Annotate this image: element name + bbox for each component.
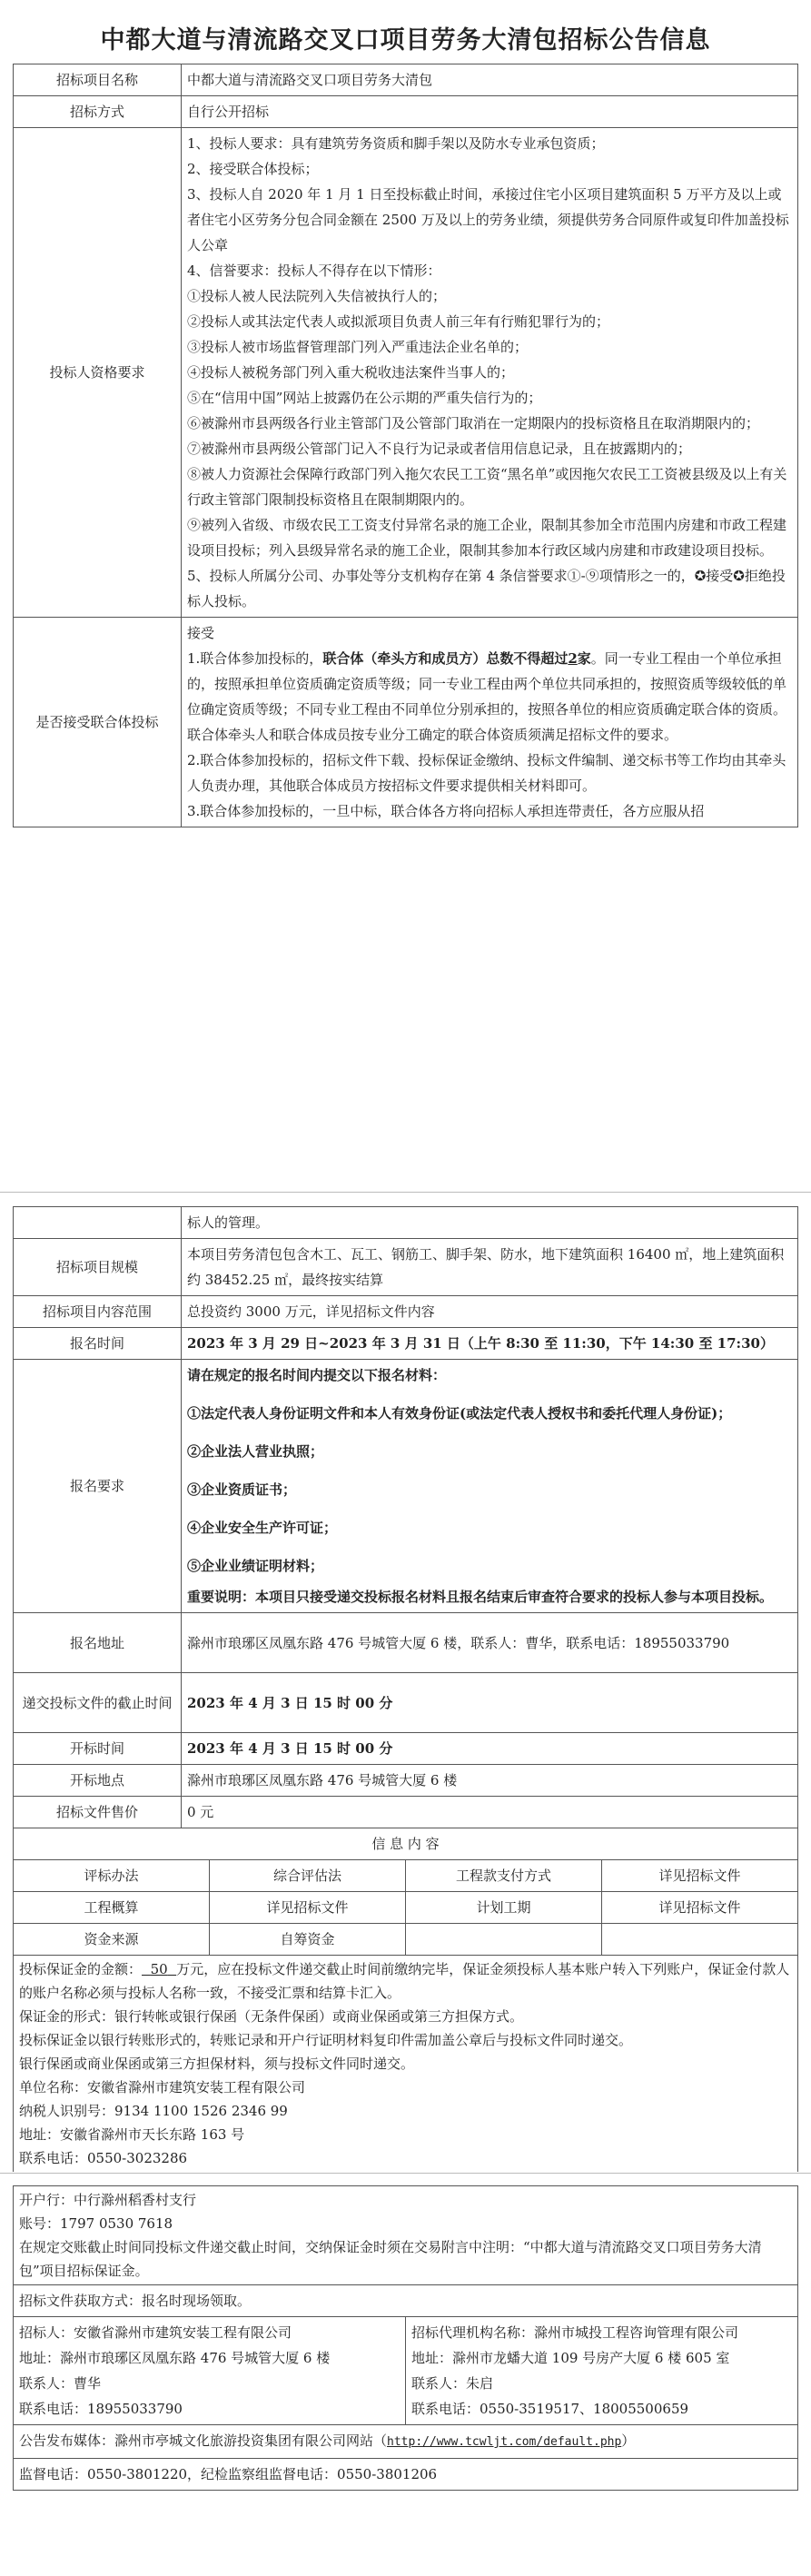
info-cell <box>406 1924 602 1956</box>
qualification-item: ⑤在“信用中国”网站上披露仍在公示期的严重失信行为的； <box>187 390 542 406</box>
page-2 <box>13 1206 798 2172</box>
consortium-para-3-cont: 标人的管理。 <box>182 1207 798 1239</box>
deposit-line: 投标保证金以银行转账形式的，转账记录和开户行证明材料复印件需加盖公章后与投标文件同时递交。 <box>19 2032 633 2048</box>
consortium-para-3: 3.联合体参加投标的，一旦中标，联合体各方将向招标人承担连带责任，各方应服从招 <box>187 803 705 819</box>
deposit-line: 在规定交账截止时间同投标文件递交截止时间，交纳保证金时须在交易附言中注明：“中都大道与清流路交叉口项目劳务大清包”项目招标保证金。 <box>19 2239 762 2279</box>
qualification-item: ⑦被滁州市县两级公管部门记入不良行为记录或者信用信息记录，且在披露期内的； <box>187 441 692 457</box>
project-name-value: 中都大道与清流路交叉口项目劳务大清包 <box>182 64 798 96</box>
qualification-item: ⑥被滁州市县两级各行业主管部门及公管部门取消在一定期限内的投标资格且在取消期限内的； <box>187 415 760 431</box>
tenderer-name: 招标人：安徽省滁州市建筑安装工程有限公司 <box>19 2324 292 2341</box>
announcement-table-2 <box>13 1206 798 1828</box>
consortium-para-2: 2.联合体参加投标的，招标文件下载、投标保证金缴纳、投标文件编制、递交标书等工作均由其牵头人负责办理，其他联合体成员方按招标文件要求提供相关材料即可。 <box>187 752 786 794</box>
qualification-label: 投标人资格要求 <box>14 128 182 618</box>
consortium-para-1: 1.联合体参加投标的，联合体（牵头方和成员方）总数不得超过2家。同一专业工程由一个单位承担的，按照承担单位资质确定资质等级；同一专业工程由两个单位共同承担的，按照资质等级较低的单位确定资质等级；不同专业工程由不同单位分别承担的，按照各单位的相应资质确定联合体的资质。联合体牵头人和联合体成员按专业分工确定的联合体资质须满足招标文件的要求。 <box>187 650 787 743</box>
qualification-item: 2、接受联合体投标； <box>187 161 319 177</box>
deposit-line: 账号：1797 0530 7618 <box>19 2215 173 2232</box>
tender-method-label: 招标方式 <box>14 96 182 128</box>
reg-req-intro: 请在规定的报名时间内提交以下报名材料： <box>187 1367 447 1383</box>
info-cell <box>602 1924 798 1956</box>
reg-time-value: 2023 年 3 月 29 日~2023 年 3 月 31 日（上午 8:30 至 11:30，下午 14:30 至 17:30） <box>182 1328 798 1360</box>
qualification-item: ①投标人被人民法院列入失信被执行人的； <box>187 288 447 304</box>
scope-label: 招标项目内容范围 <box>14 1296 182 1328</box>
tenderer-info <box>14 2317 406 2425</box>
qualification-item: ④投标人被税务部门列入重大税收违法案件当事人的； <box>187 364 515 381</box>
reg-req-item: ⑤企业业绩证明材料； <box>187 1558 324 1574</box>
reg-req-label: 报名要求 <box>14 1360 182 1613</box>
project-name-label: 招标项目名称 <box>14 64 182 96</box>
page-divider <box>0 1192 811 1193</box>
deposit-line: 地址：安徽省滁州市天长东路 163 号 <box>19 2126 245 2143</box>
info-header: 信 息 内 容 <box>14 1828 798 1860</box>
info-cell: 详见招标文件 <box>602 1860 798 1892</box>
consortium-label: 是否接受联合体投标 <box>14 618 182 827</box>
reg-req-item: ②企业法人营业执照； <box>187 1443 324 1460</box>
deposit-line: 银行保函或商业保函或第三方担保材料，须与投标文件同时递交。 <box>19 2056 415 2072</box>
tenderer-contact: 联系人：曹华 <box>19 2375 102 2392</box>
agent-name: 招标代理机构名称：滁州市城投工程咨询管理有限公司 <box>411 2324 739 2341</box>
qualification-value <box>182 128 798 618</box>
reg-req-item: ④企业安全生产许可证； <box>187 1520 338 1536</box>
info-cell: 自筹资金 <box>210 1924 406 1956</box>
page-title: 中都大道与清流路交叉口项目劳务大清包招标公告信息 <box>100 26 711 54</box>
info-cell: 工程概算 <box>14 1892 210 1924</box>
reg-addr-value: 滁州市琅琊区凤凰东路 476 号城管大厦 6 楼，联系人：曹华，联系电话：18955033790 <box>182 1613 798 1673</box>
info-cell: 评标办法 <box>14 1860 210 1892</box>
deadline-value: 2023 年 4 月 3 日 15 时 00 分 <box>182 1673 798 1733</box>
announcement-table-1 <box>13 64 798 827</box>
qualification-item: ⑨被列入省级、市级农民工工资支付异常名录的施工企业，限制其参加全市范围内房建和市政工程建设项目投标；列入县级异常名录的施工企业，限制其参加本行政区域内房建和市政建设项目投标。 <box>187 517 787 559</box>
info-cell: 工程款支付方式 <box>406 1860 602 1892</box>
qualification-item: 3、投标人自 2020 年 1 月 1 日至投标截止时间，承接过住宅小区项目建筑面积 5 万平方及以上或者住宅小区劳务分包合同金额在 2500 万及以上的劳务业绩，须提供劳务合同原件或复印件加盖投标人公章 <box>187 186 789 253</box>
deposit-block-cont <box>13 2185 798 2284</box>
agent-info <box>406 2317 798 2425</box>
reg-req-item: ①法定代表人身份证明文件和本人有效身份证(或法定代表人授权书和委托代理人身份证)； <box>187 1405 732 1422</box>
deposit-line: 保证金的形式：银行转帐或银行保函（无条件保函）或商业保函或第三方担保方式。 <box>19 2008 524 2025</box>
reg-req-item: ③企业资质证书； <box>187 1481 297 1498</box>
open-place-value: 滁州市琅琊区凤凰东路 476 号城管大厦 6 楼 <box>182 1765 798 1797</box>
announcement-table-3 <box>13 2284 798 2491</box>
scope-value: 总投资约 3000 万元，详见招标文件内容 <box>182 1296 798 1328</box>
doc-obtain: 招标文件获取方式：报名时现场领取。 <box>14 2285 798 2317</box>
qualification-item: ②投标人或其法定代表人或拟派项目负责人前三年有行贿犯罪行为的； <box>187 313 610 330</box>
deposit-amount: 投标保证金的金额： 50 万元，应在投标文件递交截止时间前缴纳完毕，保证金须投标人基本账户转入下列账户，保证金付款人的账户名称必须与投标人名称一致，不接受汇票和结算卡汇入。 <box>19 1961 790 2001</box>
tenderer-phone: 联系电话：18955033790 <box>19 2401 183 2417</box>
consortium-accept: 接受 <box>187 625 215 641</box>
deadline-label: 递交投标文件的截止时间 <box>14 1673 182 1733</box>
reg-req-value <box>182 1360 798 1613</box>
info-cell: 详见招标文件 <box>602 1892 798 1924</box>
deposit-line: 联系电话：0550-3023286 <box>19 2150 188 2166</box>
qualification-item: ⑧被人力资源社会保障行政部门列入拖欠农民工工资“黑名单”或因拖欠农民工工资被县级及以上有关行政主管部门限制投标资格且在限制期限内的。 <box>187 466 787 508</box>
reg-req-note: 重要说明：本项目只接受递交投标报名材料且报名结束后审查符合要求的投标人参与本项目投标。 <box>187 1589 774 1605</box>
agent-addr: 地址：滁州市龙蟠大道 109 号房产大厦 6 楼 605 室 <box>411 2350 730 2366</box>
publish-link[interactable]: http://www.tcwljt.com/default.php <box>387 2435 622 2449</box>
page-divider <box>0 2173 811 2174</box>
info-cell: 资金来源 <box>14 1924 210 1956</box>
reg-addr-label: 报名地址 <box>14 1613 182 1673</box>
scale-label: 招标项目规模 <box>14 1239 182 1296</box>
page-1 <box>13 64 798 827</box>
scale-value: 本项目劳务清包包含木工、瓦工、钢筋工、脚手架、防水，地下建筑面积 16400 ㎡，地上建筑面积约 38452.25 ㎡，最终按实结算 <box>182 1239 798 1296</box>
open-time-label: 开标时间 <box>14 1733 182 1765</box>
doc-price-value: 0 元 <box>182 1797 798 1828</box>
open-place-label: 开标地点 <box>14 1765 182 1797</box>
deposit-block <box>13 1956 798 2172</box>
publish-media: 公告发布媒体：滁州市亭城文化旅游投资集团有限公司网站（http://www.tcwljt.com/default.php） <box>14 2425 798 2459</box>
info-cell: 计划工期 <box>406 1892 602 1924</box>
deposit-line: 单位名称：安徽省滁州市建筑安装工程有限公司 <box>19 2079 306 2095</box>
open-time-value: 2023 年 4 月 3 日 15 时 00 分 <box>182 1733 798 1765</box>
consortium-value <box>182 618 798 827</box>
info-cell: 详见招标文件 <box>210 1892 406 1924</box>
tender-method-value: 自行公开招标 <box>182 96 798 128</box>
info-cell: 综合评估法 <box>210 1860 406 1892</box>
qualification-item: 1、投标人要求：具有建筑劳务资质和脚手架以及防水专业承包资质； <box>187 135 605 152</box>
qualification-item: ③投标人被市场监督管理部门列入严重违法企业名单的； <box>187 339 529 355</box>
agent-contact: 联系人：朱启 <box>411 2375 494 2392</box>
reg-time-label: 报名时间 <box>14 1328 182 1360</box>
deposit-line: 开户行：中行滁州稻香村支行 <box>19 2192 197 2208</box>
page-3 <box>13 2185 798 2491</box>
doc-price-label: 招标文件售价 <box>14 1797 182 1828</box>
supervision-phone: 监督电话：0550-3801220，纪检监察组监督电话：0550-3801206 <box>14 2459 798 2491</box>
deposit-line: 纳税人识别号：9134 1100 1526 2346 99 <box>19 2103 288 2119</box>
agent-phone: 联系电话：0550-3519517、18005500659 <box>411 2401 689 2417</box>
qualification-item: 5、投标人所属分公司、办事处等分支机构存在第 4 条信誉要求①-⑨项情形之一的，✪接受✪拒绝投标人投标。 <box>187 568 786 609</box>
info-table <box>13 1828 798 1956</box>
qualification-item: 4、信誉要求：投标人不得存在以下情形： <box>187 263 441 279</box>
tenderer-addr: 地址：滁州市琅琊区凤凰东路 476 号城管大厦 6 楼 <box>19 2350 331 2366</box>
